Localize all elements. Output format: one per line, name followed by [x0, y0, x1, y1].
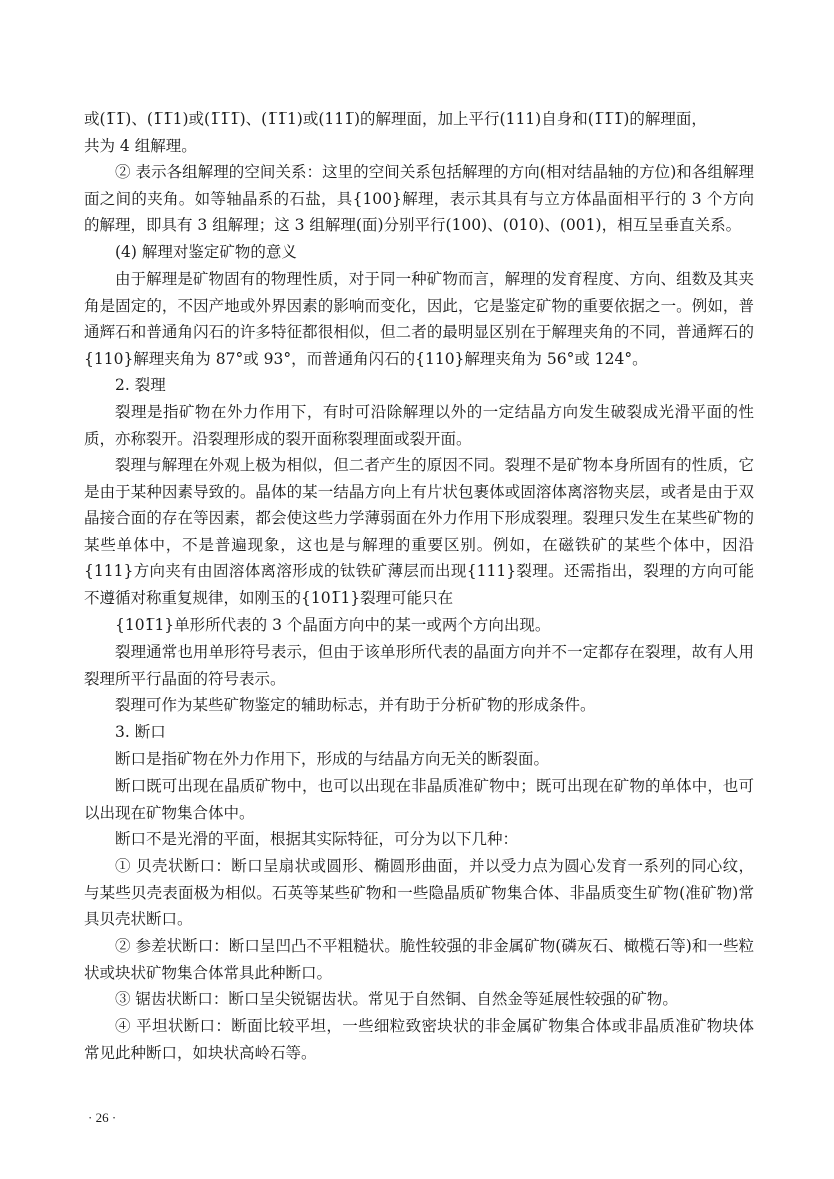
paragraph-fracture-definition: 断口是指矿物在外力作用下，形成的与结晶方向无关的断裂面。	[115, 750, 550, 768]
paragraph-conchoidal-fracture: ① 贝壳状断口：断口呈扇状或圆形、椭圆形曲面，并以受力点为圆心发育一系列的同心纹，与某些贝壳表面极为相似。石英等某些矿物和一些隐晶质矿物集合体、非晶质变生矿物(准矿物)常具贝壳状断口。	[84, 857, 754, 929]
paragraph-hackly-fracture: ③ 锯齿状断口：断口呈尖锐锯齿状。常见于自然铜、自然金等延展性较强的矿物。	[115, 990, 678, 1008]
paragraph-parting-auxiliary: 裂理可作为某些矿物鉴定的辅助标志，并有助于分析矿物的形成条件。	[115, 696, 596, 714]
paragraph-parting-difference: 裂理与解理在外观上极为相似，但二者产生的原因不同。裂理不是矿物本身所固有的性质，它是由于某种因素导致的。晶体的某一结晶方向上有片状包裹体或固溶体离溶物夹层，或者是由于双晶接合面的存在等因素，都会使这些力学薄弱面在外力作用下形成裂理。裂理只发生在某些矿物的某些单体中，不是普遍现象，这也是与解理的重要区别。例如，在磁铁矿的某些个体中，因沿{111}方向夹有由固溶体离溶形成的钛铁矿薄层而出现{111}裂理。还需指出，裂理的方向可能不遵循对称重复规律，如刚玉的{101̅1}裂理可能只在	[84, 456, 754, 607]
paragraph-fracture-types: 断口不是光滑的平面，根据其实际特征，可分为以下几种：	[115, 830, 519, 848]
paragraph-significance: 由于解理是矿物固有的物理性质，对于同一种矿物而言，解理的发育程度、方向、组数及其夹角是固定的，不因产地或外界因素的影响而变化，因此，它是鉴定矿物的重要依据之一。例如，普通辉石和普通角闪石的许多特征都很相似，但二者的最明显区别在于解理夹角的不同，普通辉石的{110}解理夹角为 87°或 93°，而普通角闪石的{110}解理夹角为 56°或 124°。	[84, 270, 754, 368]
paragraph-parting-definition: 裂理是指矿物在外力作用下，有时可沿除解理以外的一定结晶方向发生破裂成光滑平面的性质，亦称裂开。沿裂理形成的裂开面称裂理面或裂开面。	[84, 403, 754, 448]
paragraph-parting-tail: {101̅1}单形所代表的 3 个晶面方向中的某一或两个方向出现。	[115, 616, 551, 634]
heading-fracture: 3. 断口	[115, 723, 166, 741]
heading-significance: (4) 解理对鉴定矿物的意义	[115, 243, 297, 261]
paragraph-uneven-fracture: ② 参差状断口：断口呈凹凸不平粗糙状。脆性较强的非金属矿物(磷灰石、橄榄石等)和一些粒状或块状矿物集合体常具此种断口。	[84, 937, 754, 982]
paragraph-parting-symbol: 裂理通常也用单形符号表示，但由于该单形所代表的晶面方向并不一定都存在裂理，故有人用裂理所平行晶面的符号表示。	[84, 643, 754, 688]
page-number: · 26 ·	[88, 1110, 117, 1125]
paragraph-cleavage-planes	[84, 106, 754, 159]
text-line-cleavage-planes: 或(1̅1̅)、(1̅1̅1)或(1̅1̅1̅)、(1̅1̅1)或(111̅)的解理面，加上平行(111)自身和(1̅1̅1̅)的解理面，	[84, 110, 707, 128]
paragraph-spatial-relation: ② 表示各组解理的空间关系：这里的空间关系包括解理的方向(相对结晶轴的方位)和各组解理面之间的夹角。如等轴晶系的石盐，具{100}解理，表示其具有与立方体晶面相平行的 3 个方向的解理，即具有 3 组解理；这 3 组解理(面)分别平行(100)、(010)、(001)，相互呈垂直关系。	[84, 163, 754, 235]
paragraph-flat-fracture: ④ 平坦状断口：断面比较平坦，一些细粒致密块状的非金属矿物集合体或非晶质准矿物块体常见此种断口，如块状高岭石等。	[84, 1017, 754, 1062]
paragraph-fracture-where: 断口既可出现在晶质矿物中，也可以出现在非晶质准矿物中；既可出现在矿物的单体中，也可以出现在矿物集合体中。	[84, 777, 754, 822]
heading-parting: 2. 裂理	[115, 376, 166, 394]
text-line-six-groups: 共为 4 组解理。	[84, 136, 197, 155]
